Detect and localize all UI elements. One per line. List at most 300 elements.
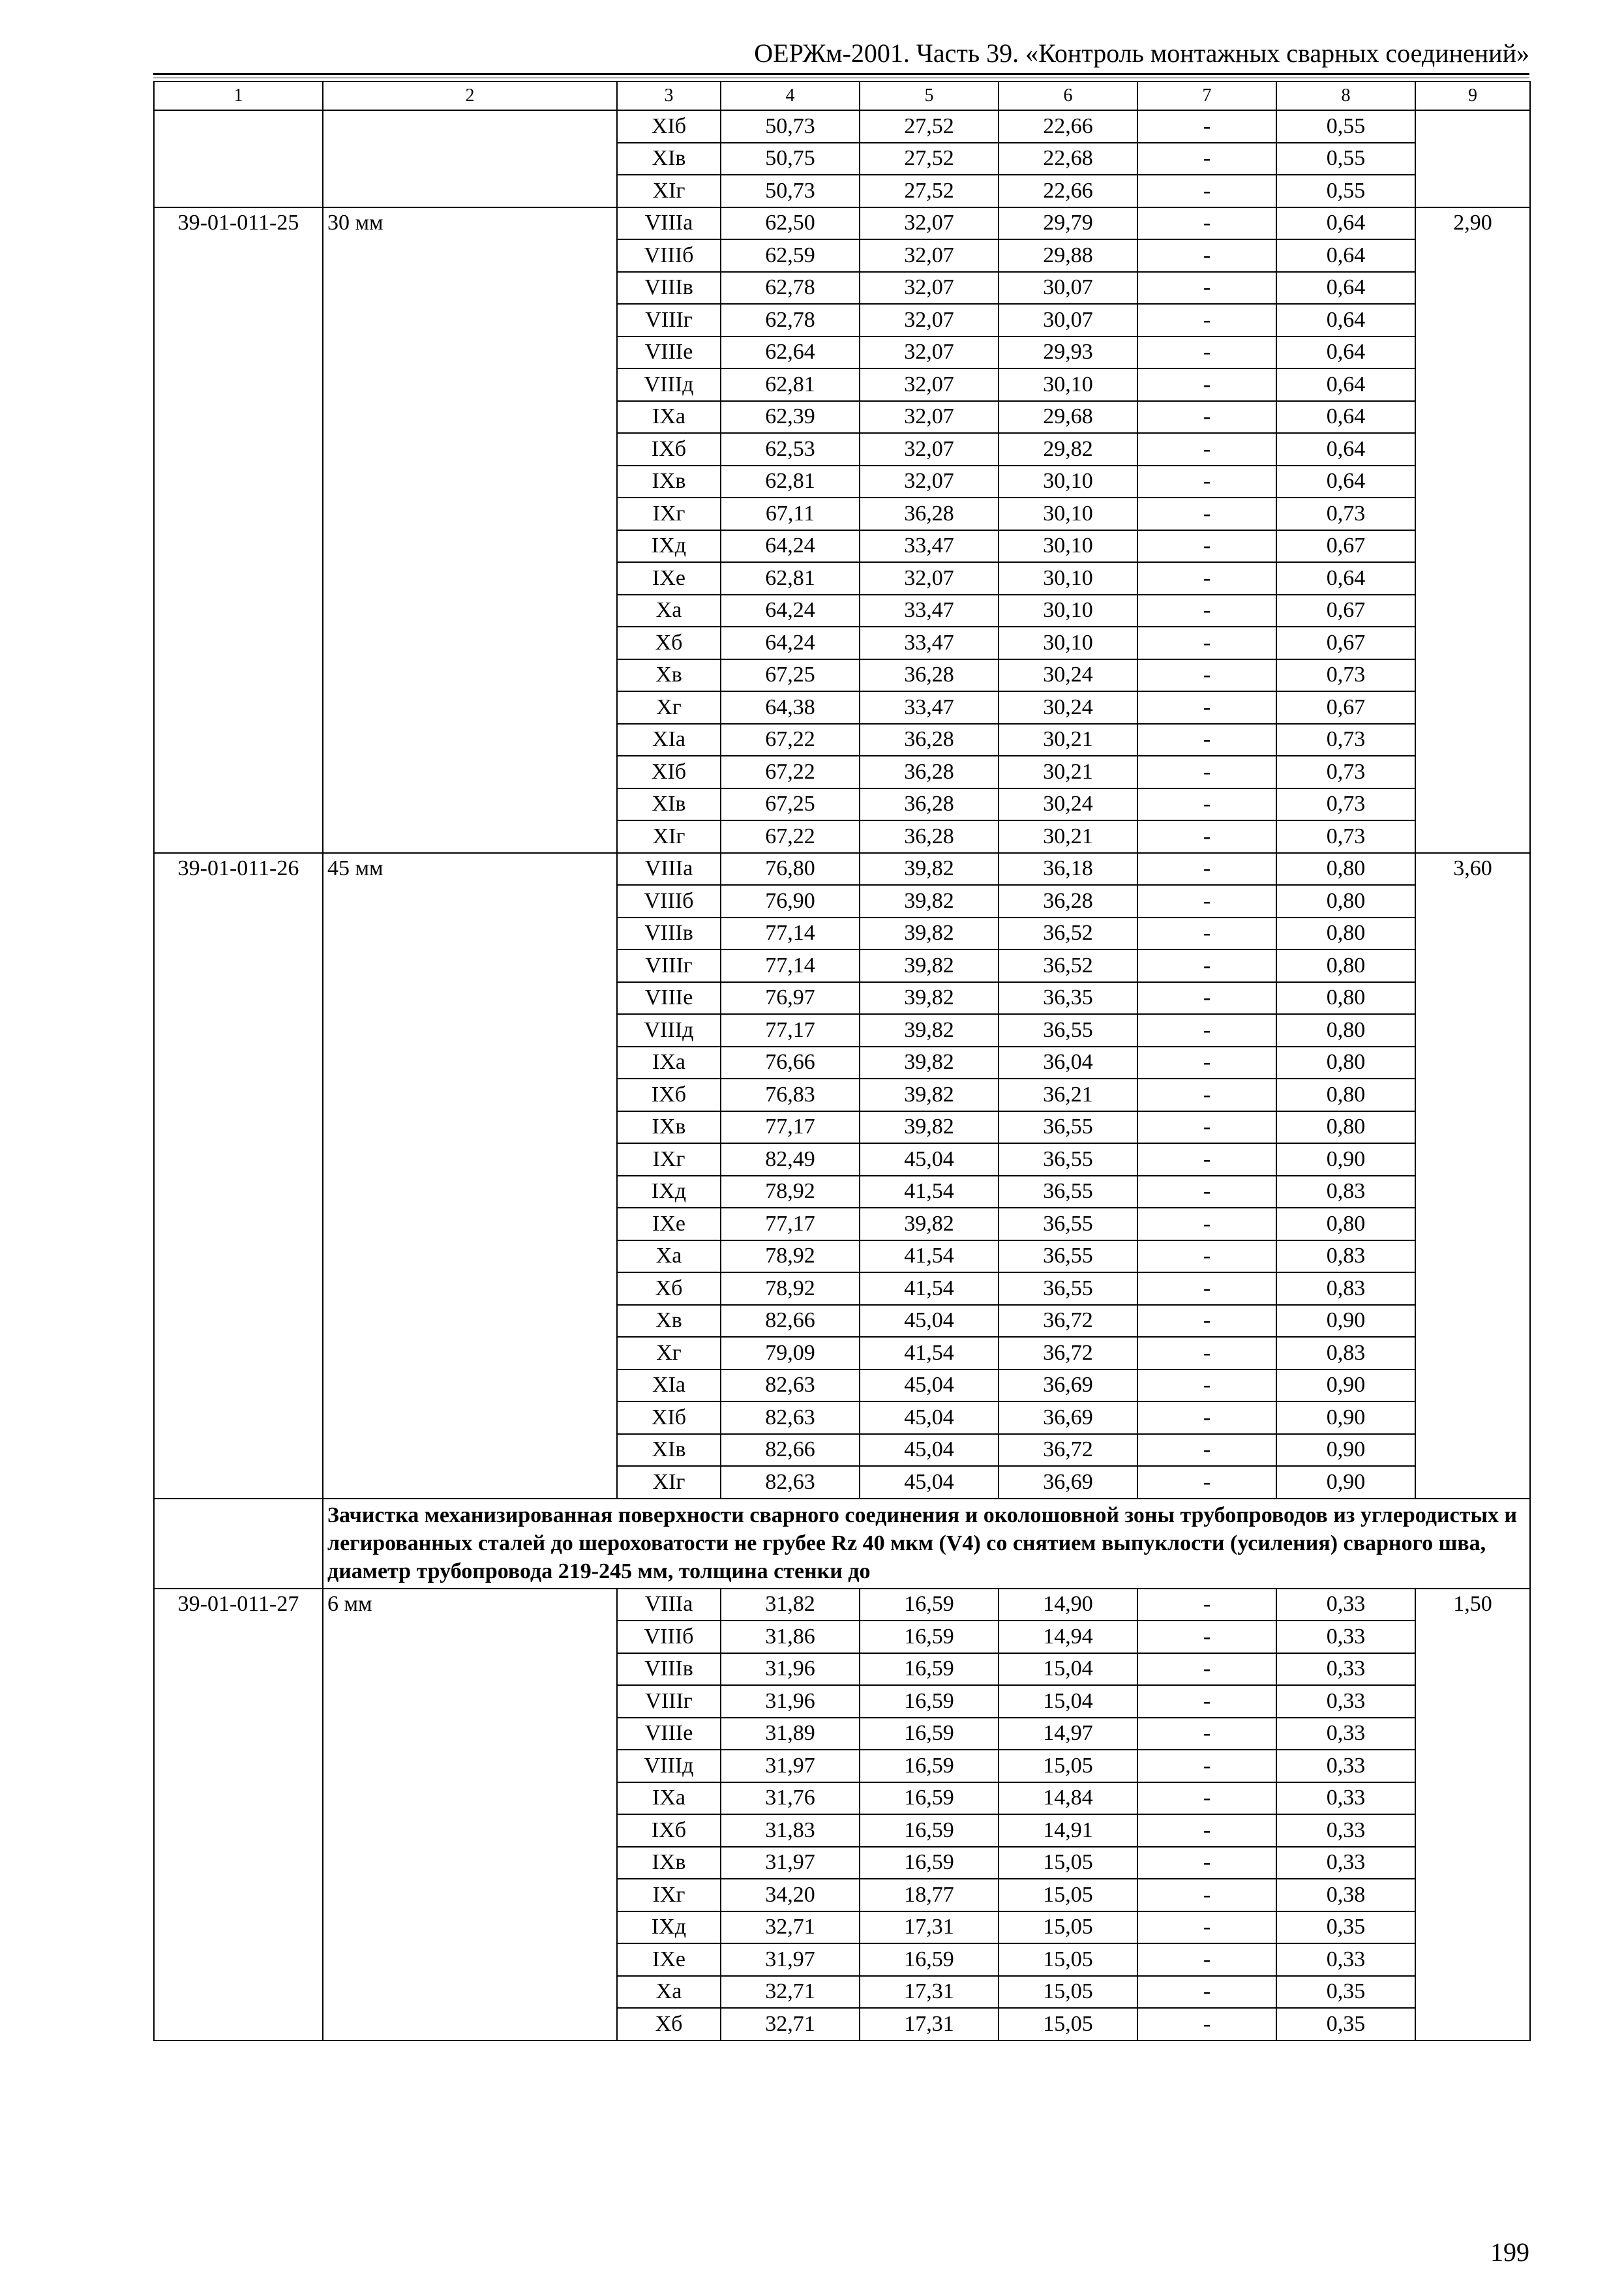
materials-cost: - — [1137, 368, 1276, 401]
materials-cost: - — [1137, 1589, 1276, 1621]
pipeline-category: Xб — [617, 2008, 721, 2041]
labor-hours: 0,80 — [1276, 853, 1415, 886]
total-cost: 77,14 — [721, 950, 860, 982]
materials-cost: - — [1137, 1272, 1276, 1305]
labor-hours: 0,83 — [1276, 1240, 1415, 1273]
column-number: 6 — [999, 82, 1137, 110]
materials-cost: - — [1137, 1750, 1276, 1782]
pipeline-category: XIг — [617, 820, 721, 853]
total-cost: 64,24 — [721, 595, 860, 627]
labor-hours: 0,33 — [1276, 1718, 1415, 1750]
labor-hours: 0,67 — [1276, 691, 1415, 724]
materials-cost: - — [1137, 239, 1276, 272]
materials-cost: - — [1137, 1814, 1276, 1847]
machine-cost: 30,10 — [999, 627, 1137, 659]
total-cost: 78,92 — [721, 1272, 860, 1305]
col9-value: 2,90 — [1415, 207, 1530, 853]
total-cost: 67,22 — [721, 820, 860, 853]
pipeline-category: Xв — [617, 1305, 721, 1338]
labor-hours: 0,80 — [1276, 918, 1415, 950]
labor-cost: 16,59 — [860, 1589, 999, 1621]
labor-hours: 0,90 — [1276, 1305, 1415, 1338]
machine-cost: 36,55 — [999, 1111, 1137, 1144]
machine-cost: 29,79 — [999, 207, 1137, 240]
labor-hours: 0,33 — [1276, 1621, 1415, 1653]
labor-hours: 0,64 — [1276, 562, 1415, 595]
pipeline-category: VIIIе — [617, 1718, 721, 1750]
pipeline-category: IXа — [617, 1047, 721, 1079]
total-cost: 31,89 — [721, 1718, 860, 1750]
total-cost: 64,38 — [721, 691, 860, 724]
pipeline-category: XIб — [617, 110, 721, 143]
column-number: 7 — [1137, 82, 1276, 110]
labor-cost: 39,82 — [860, 1079, 999, 1111]
column-number: 5 — [860, 82, 999, 110]
pipeline-category: Xг — [617, 1337, 721, 1369]
labor-cost: 39,82 — [860, 982, 999, 1015]
labor-cost: 32,07 — [860, 207, 999, 240]
pipeline-category: VIIIе — [617, 337, 721, 369]
labor-cost: 45,04 — [860, 1434, 999, 1467]
column-number: 9 — [1415, 82, 1530, 110]
machine-cost: 14,97 — [999, 1718, 1137, 1750]
pipeline-category: VIIIв — [617, 1653, 721, 1686]
labor-hours: 0,64 — [1276, 207, 1415, 240]
pipeline-category: IXб — [617, 433, 721, 466]
labor-cost: 18,77 — [860, 1879, 999, 1911]
pipeline-category: IXг — [617, 1879, 721, 1911]
labor-hours: 0,35 — [1276, 1911, 1415, 1944]
materials-cost: - — [1137, 950, 1276, 982]
labor-cost: 32,07 — [860, 466, 999, 498]
labor-cost: 41,54 — [860, 1240, 999, 1273]
machine-cost: 30,21 — [999, 820, 1137, 853]
machine-cost: 36,55 — [999, 1272, 1137, 1305]
labor-hours: 0,33 — [1276, 1847, 1415, 1879]
labor-cost: 39,82 — [860, 1047, 999, 1079]
machine-cost: 36,72 — [999, 1434, 1137, 1467]
pipeline-category: IXг — [617, 498, 721, 530]
pipeline-category: Xа — [617, 1976, 721, 2009]
total-cost: 62,64 — [721, 337, 860, 369]
materials-cost: - — [1137, 1685, 1276, 1718]
pipeline-category: VIIIе — [617, 982, 721, 1015]
total-cost: 77,17 — [721, 1208, 860, 1240]
machine-cost: 29,88 — [999, 239, 1137, 272]
pipeline-category: VIIIа — [617, 1589, 721, 1621]
pipeline-category: IXе — [617, 1943, 721, 1976]
materials-cost: - — [1137, 143, 1276, 175]
labor-hours: 0,33 — [1276, 1685, 1415, 1718]
total-cost: 62,81 — [721, 562, 860, 595]
table-row — [154, 1589, 1530, 1621]
machine-cost: 29,68 — [999, 401, 1137, 434]
materials-cost: - — [1137, 1079, 1276, 1111]
total-cost: 50,73 — [721, 110, 860, 143]
machine-cost: 15,05 — [999, 1750, 1137, 1782]
total-cost: 64,24 — [721, 627, 860, 659]
pipeline-category: IXд — [617, 530, 721, 563]
total-cost: 67,25 — [721, 788, 860, 821]
labor-hours: 0,80 — [1276, 982, 1415, 1015]
pipeline-category: VIIIб — [617, 239, 721, 272]
column-number: 8 — [1276, 82, 1415, 110]
labor-cost: 27,52 — [860, 110, 999, 143]
machine-cost: 29,82 — [999, 433, 1137, 466]
pipeline-category: IXв — [617, 466, 721, 498]
wall-thickness: 30 мм — [323, 207, 617, 853]
total-cost: 82,63 — [721, 1369, 860, 1402]
materials-cost: - — [1137, 1466, 1276, 1499]
total-cost: 31,97 — [721, 1943, 860, 1976]
machine-cost: 22,66 — [999, 175, 1137, 207]
labor-cost: 16,59 — [860, 1943, 999, 1976]
labor-hours: 0,33 — [1276, 1782, 1415, 1815]
column-number: 1 — [154, 82, 323, 110]
machine-cost: 30,10 — [999, 595, 1137, 627]
materials-cost: - — [1137, 1782, 1276, 1815]
labor-hours: 0,67 — [1276, 530, 1415, 563]
machine-cost: 36,18 — [999, 853, 1137, 886]
materials-cost: - — [1137, 498, 1276, 530]
materials-cost: - — [1137, 788, 1276, 821]
materials-cost: - — [1137, 1014, 1276, 1047]
pipeline-category: XIг — [617, 175, 721, 207]
labor-hours: 0,80 — [1276, 1208, 1415, 1240]
section-code-cell — [154, 1499, 323, 1589]
materials-cost: - — [1137, 1847, 1276, 1879]
total-cost: 32,71 — [721, 1911, 860, 1944]
materials-cost: - — [1137, 401, 1276, 434]
labor-cost: 16,59 — [860, 1782, 999, 1815]
labor-cost: 36,28 — [860, 820, 999, 853]
pipeline-category: XIа — [617, 1369, 721, 1402]
table-row — [154, 207, 1530, 240]
labor-cost: 27,52 — [860, 175, 999, 207]
machine-cost: 30,10 — [999, 368, 1137, 401]
labor-cost: 16,59 — [860, 1718, 999, 1750]
materials-cost: - — [1137, 1143, 1276, 1176]
machine-cost: 36,69 — [999, 1401, 1137, 1434]
machine-cost: 36,55 — [999, 1014, 1137, 1047]
labor-cost: 39,82 — [860, 1111, 999, 1144]
total-cost: 82,49 — [721, 1143, 860, 1176]
machine-cost: 36,55 — [999, 1208, 1137, 1240]
total-cost: 62,59 — [721, 239, 860, 272]
table-row — [154, 110, 1530, 143]
total-cost: 76,90 — [721, 885, 860, 918]
pipeline-category: VIIIа — [617, 853, 721, 886]
column-number: 3 — [617, 82, 721, 110]
machine-cost: 14,94 — [999, 1621, 1137, 1653]
labor-hours: 0,33 — [1276, 1750, 1415, 1782]
total-cost: 50,73 — [721, 175, 860, 207]
table-body — [154, 82, 1530, 2041]
total-cost: 76,97 — [721, 982, 860, 1015]
labor-hours: 0,80 — [1276, 1079, 1415, 1111]
labor-cost: 16,59 — [860, 1750, 999, 1782]
labor-hours: 0,64 — [1276, 239, 1415, 272]
pipeline-category: VIIIд — [617, 1014, 721, 1047]
machine-cost: 30,10 — [999, 562, 1137, 595]
labor-cost: 32,07 — [860, 337, 999, 369]
pipeline-category: XIв — [617, 143, 721, 175]
labor-cost: 32,07 — [860, 304, 999, 337]
rate-code: 39-01-011-27 — [154, 1589, 323, 2041]
labor-cost: 45,04 — [860, 1401, 999, 1434]
section-header-row — [154, 1499, 1530, 1589]
machine-cost: 36,69 — [999, 1369, 1137, 1402]
machine-cost: 36,55 — [999, 1240, 1137, 1273]
labor-hours: 0,64 — [1276, 304, 1415, 337]
labor-cost: 33,47 — [860, 627, 999, 659]
pipeline-category: XIа — [617, 724, 721, 756]
materials-cost: - — [1137, 110, 1276, 143]
total-cost: 79,09 — [721, 1337, 860, 1369]
total-cost: 77,14 — [721, 918, 860, 950]
total-cost: 32,71 — [721, 1976, 860, 2009]
pipeline-category: Xб — [617, 627, 721, 659]
pipeline-category: VIIIв — [617, 918, 721, 950]
labor-cost: 16,59 — [860, 1814, 999, 1847]
materials-cost: - — [1137, 272, 1276, 305]
labor-hours: 0,64 — [1276, 337, 1415, 369]
labor-hours: 0,73 — [1276, 659, 1415, 692]
labor-hours: 0,64 — [1276, 433, 1415, 466]
labor-cost: 36,28 — [860, 756, 999, 788]
total-cost: 67,25 — [721, 659, 860, 692]
labor-cost: 39,82 — [860, 885, 999, 918]
machine-cost: 30,24 — [999, 659, 1137, 692]
total-cost: 31,97 — [721, 1750, 860, 1782]
labor-cost: 45,04 — [860, 1143, 999, 1176]
total-cost: 64,24 — [721, 530, 860, 563]
materials-cost: - — [1137, 627, 1276, 659]
materials-cost: - — [1137, 853, 1276, 886]
materials-cost: - — [1137, 1369, 1276, 1402]
machine-cost: 36,69 — [999, 1466, 1137, 1499]
labor-hours: 0,90 — [1276, 1143, 1415, 1176]
materials-cost: - — [1137, 1653, 1276, 1686]
labor-cost: 45,04 — [860, 1466, 999, 1499]
total-cost: 82,66 — [721, 1305, 860, 1338]
labor-cost: 33,47 — [860, 530, 999, 563]
labor-hours: 0,73 — [1276, 788, 1415, 821]
col9-value — [1415, 110, 1530, 207]
column-numbers-row — [154, 82, 1530, 110]
wall-thickness: 45 мм — [323, 853, 617, 1499]
materials-cost: - — [1137, 2008, 1276, 2041]
pipeline-category: XIб — [617, 1401, 721, 1434]
labor-cost: 32,07 — [860, 239, 999, 272]
materials-cost: - — [1137, 1976, 1276, 2009]
total-cost: 67,22 — [721, 724, 860, 756]
pipeline-category: IXг — [617, 1143, 721, 1176]
wall-thickness: 6 мм — [323, 1589, 617, 2041]
machine-cost: 30,10 — [999, 530, 1137, 563]
rate-code — [154, 110, 323, 207]
total-cost: 62,53 — [721, 433, 860, 466]
machine-cost: 30,21 — [999, 724, 1137, 756]
labor-cost: 39,82 — [860, 950, 999, 982]
machine-cost: 14,84 — [999, 1782, 1137, 1815]
materials-cost: - — [1137, 530, 1276, 563]
machine-cost: 15,05 — [999, 1976, 1137, 2009]
pipeline-category: IXе — [617, 1208, 721, 1240]
labor-hours: 0,64 — [1276, 272, 1415, 305]
pipeline-category: IXд — [617, 1911, 721, 1944]
labor-hours: 0,90 — [1276, 1401, 1415, 1434]
labor-cost: 16,59 — [860, 1847, 999, 1879]
labor-cost: 32,07 — [860, 401, 999, 434]
materials-cost: - — [1137, 820, 1276, 853]
pipeline-category: VIIIа — [617, 207, 721, 240]
machine-cost: 36,72 — [999, 1337, 1137, 1369]
labor-hours: 0,73 — [1276, 498, 1415, 530]
materials-cost: - — [1137, 1434, 1276, 1467]
total-cost: 62,39 — [721, 401, 860, 434]
norms-table — [153, 81, 1531, 2041]
labor-hours: 0,90 — [1276, 1434, 1415, 1467]
pipeline-category: IXа — [617, 1782, 721, 1815]
materials-cost: - — [1137, 1240, 1276, 1273]
machine-cost: 15,05 — [999, 1879, 1137, 1911]
labor-hours: 0,90 — [1276, 1466, 1415, 1499]
rate-code: 39-01-011-25 — [154, 207, 323, 853]
machine-cost: 36,35 — [999, 982, 1137, 1015]
machine-cost: 14,90 — [999, 1589, 1137, 1621]
labor-cost: 32,07 — [860, 368, 999, 401]
total-cost: 31,96 — [721, 1653, 860, 1686]
pipeline-category: Xв — [617, 659, 721, 692]
labor-hours: 0,64 — [1276, 401, 1415, 434]
total-cost: 31,82 — [721, 1589, 860, 1621]
labor-cost: 33,47 — [860, 691, 999, 724]
materials-cost: - — [1137, 562, 1276, 595]
total-cost: 82,63 — [721, 1401, 860, 1434]
labor-hours: 0,83 — [1276, 1337, 1415, 1369]
machine-cost: 15,05 — [999, 1911, 1137, 1944]
pipeline-category: IXв — [617, 1111, 721, 1144]
labor-hours: 0,73 — [1276, 724, 1415, 756]
materials-cost: - — [1137, 1718, 1276, 1750]
pipeline-category: VIIIг — [617, 1685, 721, 1718]
machine-cost: 14,91 — [999, 1814, 1137, 1847]
labor-hours: 0,80 — [1276, 1047, 1415, 1079]
labor-cost: 32,07 — [860, 433, 999, 466]
total-cost: 31,76 — [721, 1782, 860, 1815]
machine-cost: 22,68 — [999, 143, 1137, 175]
materials-cost: - — [1137, 466, 1276, 498]
labor-hours: 0,90 — [1276, 1369, 1415, 1402]
pipeline-category: XIв — [617, 788, 721, 821]
pipeline-category: Xг — [617, 691, 721, 724]
materials-cost: - — [1137, 1176, 1276, 1208]
pipeline-category: IXа — [617, 401, 721, 434]
machine-cost: 36,52 — [999, 918, 1137, 950]
total-cost: 82,63 — [721, 1466, 860, 1499]
labor-cost: 41,54 — [860, 1272, 999, 1305]
column-number: 2 — [323, 82, 617, 110]
labor-cost: 41,54 — [860, 1337, 999, 1369]
total-cost: 31,83 — [721, 1814, 860, 1847]
machine-cost: 36,28 — [999, 885, 1137, 918]
wall-thickness — [323, 110, 617, 207]
materials-cost: - — [1137, 1208, 1276, 1240]
pipeline-category: VIIIг — [617, 304, 721, 337]
total-cost: 34,20 — [721, 1879, 860, 1911]
labor-cost: 36,28 — [860, 788, 999, 821]
labor-hours: 0,55 — [1276, 143, 1415, 175]
table-row — [154, 853, 1530, 886]
materials-cost: - — [1137, 1401, 1276, 1434]
labor-hours: 0,73 — [1276, 756, 1415, 788]
materials-cost: - — [1137, 1911, 1276, 1944]
labor-hours: 0,80 — [1276, 885, 1415, 918]
labor-cost: 41,54 — [860, 1176, 999, 1208]
labor-hours: 0,35 — [1276, 1976, 1415, 2009]
machine-cost: 36,52 — [999, 950, 1137, 982]
total-cost: 76,80 — [721, 853, 860, 886]
pipeline-category: VIIIд — [617, 368, 721, 401]
page-header-title: ОЕРЖм-2001. Часть 39. «Контроль монтажных сварных соединений» — [754, 38, 1529, 68]
total-cost: 76,66 — [721, 1047, 860, 1079]
pipeline-category: IXб — [617, 1814, 721, 1847]
machine-cost: 36,04 — [999, 1047, 1137, 1079]
materials-cost: - — [1137, 756, 1276, 788]
labor-hours: 0,55 — [1276, 175, 1415, 207]
total-cost: 67,22 — [721, 756, 860, 788]
labor-cost: 16,59 — [860, 1653, 999, 1686]
pipeline-category: XIб — [617, 756, 721, 788]
pipeline-category: IXв — [617, 1847, 721, 1879]
total-cost: 32,71 — [721, 2008, 860, 2041]
machine-cost: 30,21 — [999, 756, 1137, 788]
col9-value: 3,60 — [1415, 853, 1530, 1499]
materials-cost: - — [1137, 885, 1276, 918]
pipeline-category: Xб — [617, 1272, 721, 1305]
machine-cost: 36,72 — [999, 1305, 1137, 1338]
total-cost: 82,66 — [721, 1434, 860, 1467]
materials-cost: - — [1137, 207, 1276, 240]
total-cost: 50,75 — [721, 143, 860, 175]
pipeline-category: VIIIг — [617, 950, 721, 982]
labor-cost: 17,31 — [860, 2008, 999, 2041]
materials-cost: - — [1137, 1111, 1276, 1144]
materials-cost: - — [1137, 724, 1276, 756]
machine-cost: 30,07 — [999, 272, 1137, 305]
machine-cost: 36,55 — [999, 1143, 1137, 1176]
materials-cost: - — [1137, 1621, 1276, 1653]
total-cost: 67,11 — [721, 498, 860, 530]
machine-cost: 15,04 — [999, 1653, 1137, 1686]
pipeline-category: XIг — [617, 1466, 721, 1499]
pipeline-category: IXе — [617, 562, 721, 595]
labor-hours: 0,80 — [1276, 950, 1415, 982]
rate-code: 39-01-011-26 — [154, 853, 323, 1499]
labor-hours: 0,64 — [1276, 466, 1415, 498]
labor-cost: 39,82 — [860, 918, 999, 950]
labor-cost: 45,04 — [860, 1305, 999, 1338]
materials-cost: - — [1137, 982, 1276, 1015]
labor-hours: 0,33 — [1276, 1653, 1415, 1686]
total-cost: 62,78 — [721, 272, 860, 305]
machine-cost: 15,05 — [999, 1847, 1137, 1879]
pipeline-category: VIIIб — [617, 885, 721, 918]
total-cost: 31,86 — [721, 1621, 860, 1653]
materials-cost: - — [1137, 304, 1276, 337]
materials-cost: - — [1137, 1047, 1276, 1079]
